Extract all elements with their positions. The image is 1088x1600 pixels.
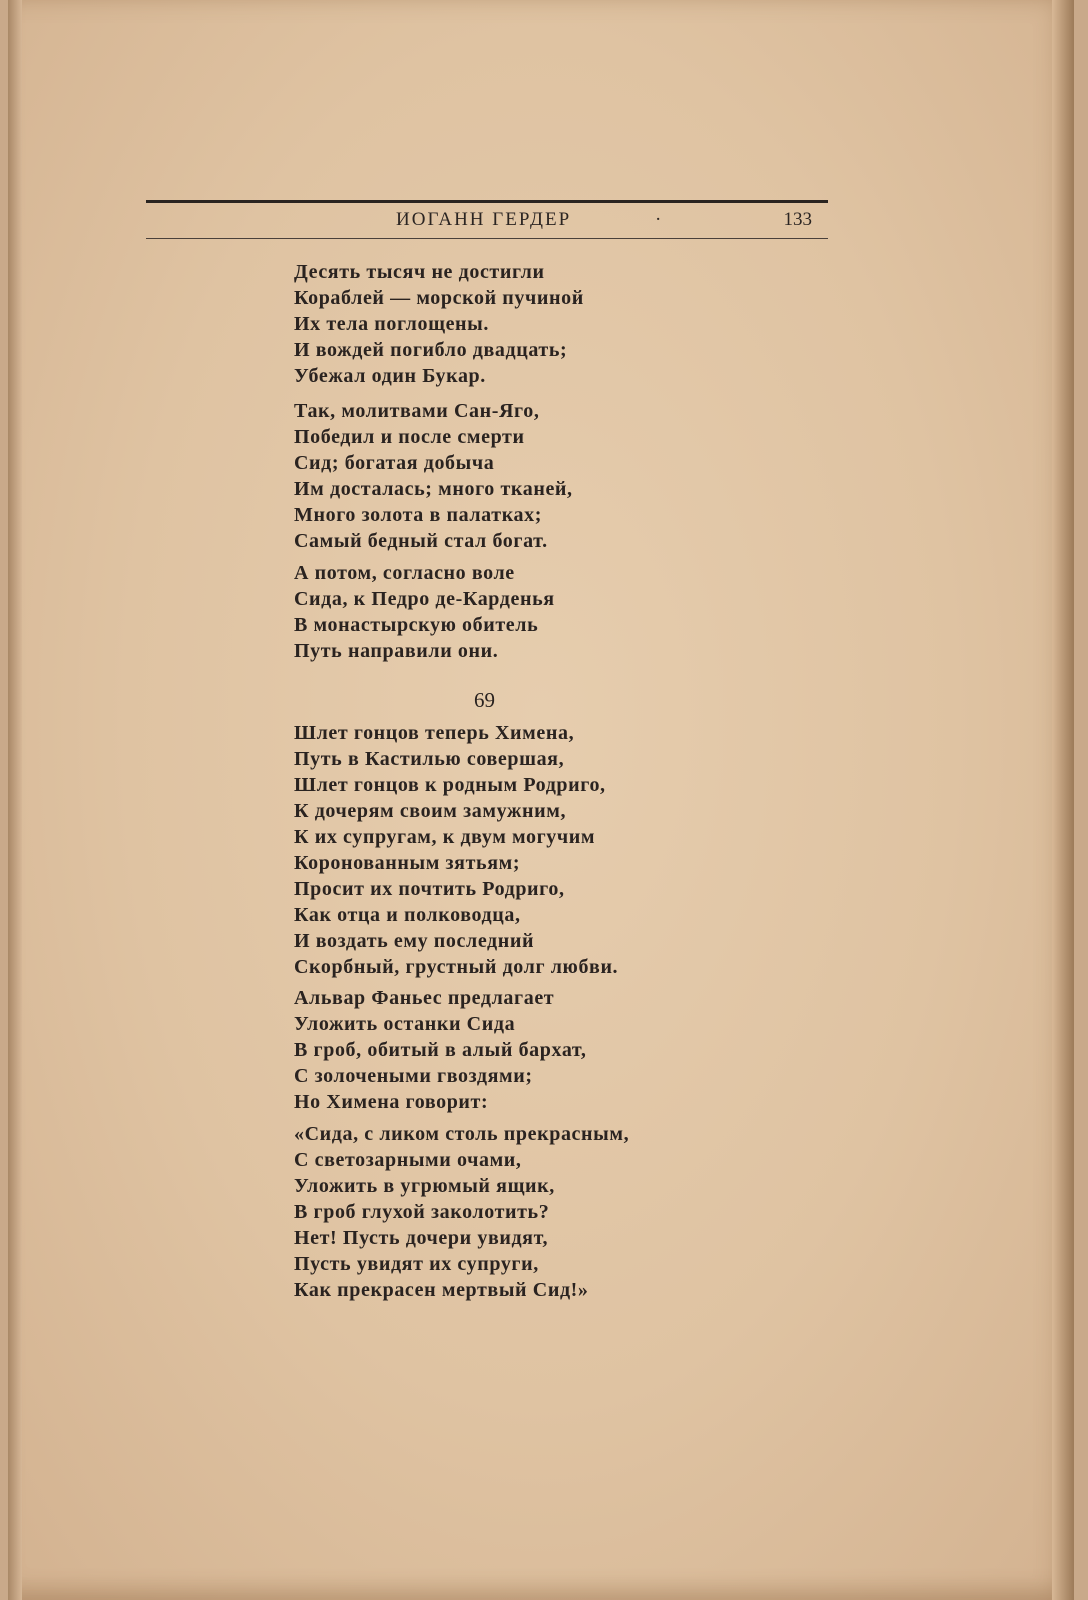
verse-line: Скорбный, грустный долг любви.	[294, 956, 619, 978]
verse-line: Просит их почтить Родриго,	[294, 878, 565, 900]
verse-line: Уложить в угрюмый ящик,	[294, 1175, 555, 1197]
verse-line: К их супругам, к двум могучим	[294, 826, 596, 848]
verse-line: Как прекрасен мертвый Сид!»	[294, 1279, 589, 1301]
verse-line: Пусть увидят их супруги,	[294, 1253, 539, 1275]
verse-line: Самый бедный стал богат.	[294, 530, 548, 552]
verse-line: Много золота в палатках;	[294, 504, 542, 526]
verse-line: И вождей погибло двадцать;	[294, 339, 568, 361]
running-title: ИОГАНН ГЕРДЕР	[396, 209, 572, 230]
verse-line: Путь в Кастилью совершая,	[294, 748, 565, 770]
verse-line: «Сида, с ликом столь прекрасным,	[294, 1123, 630, 1145]
stanza-3	[294, 560, 714, 664]
verse-line: Им досталась; много тканей,	[294, 478, 573, 500]
stanza-4	[294, 720, 714, 980]
verse-line: А потом, согласно воле	[294, 562, 515, 584]
verse-line: И воздать ему последний	[294, 930, 535, 952]
verse-line: В гроб глухой заколотить?	[294, 1201, 550, 1223]
verse-line: С светозарными очами,	[294, 1149, 522, 1171]
verse-line: В гроб, обитый в алый бархат,	[294, 1039, 587, 1061]
page-edge	[1052, 0, 1074, 1600]
verse-line: Сид; богатая добыча	[294, 452, 495, 474]
verse-line: Нет! Пусть дочери увидят,	[294, 1227, 549, 1249]
header-separator: ·	[655, 209, 662, 230]
verse-line: Их тела поглощены.	[294, 313, 489, 335]
stanza-2	[294, 398, 714, 554]
verse-line: Убежал один Букар.	[294, 365, 486, 387]
verse-line: Шлет гонцов к родным Родриго,	[294, 774, 606, 796]
verse-line: Альвар Фаньес предлагает	[294, 987, 555, 1009]
book-page	[8, 0, 1074, 1600]
verse-line: Десять тысяч не достигли	[294, 261, 545, 283]
verse-line: В монастырскую обитель	[294, 614, 539, 636]
verse-line: С золочеными гвоздями;	[294, 1065, 533, 1087]
page-spine-shadow	[8, 0, 22, 1600]
running-header	[146, 200, 828, 242]
verse-line: Кораблей — морской пучиной	[294, 287, 584, 309]
verse-line: Уложить останки Сида	[294, 1013, 516, 1035]
stanza-1	[294, 259, 714, 389]
verse-line: Коронованным зятьям;	[294, 852, 521, 874]
verse-line: Сида, к Педро де-Карденья	[294, 588, 555, 610]
header-rule-top	[146, 200, 828, 203]
verse-line: Так, молитвами Сан-Яго,	[294, 400, 540, 422]
header-rule-bottom	[146, 238, 828, 239]
verse-line: Как отца и полководца,	[294, 904, 521, 926]
verse-line: Но Химена говорит:	[294, 1091, 489, 1113]
verse-line: Путь направили они.	[294, 640, 499, 662]
verse-line: К дочерям своим замужним,	[294, 800, 567, 822]
verse-line: Шлет гонцов теперь Химена,	[294, 722, 575, 744]
page-number: 133	[783, 209, 812, 230]
section-number: 69	[474, 688, 495, 712]
stanza-6	[294, 1121, 714, 1303]
stanza-5	[294, 985, 714, 1115]
verse-line: Победил и после смерти	[294, 426, 525, 448]
